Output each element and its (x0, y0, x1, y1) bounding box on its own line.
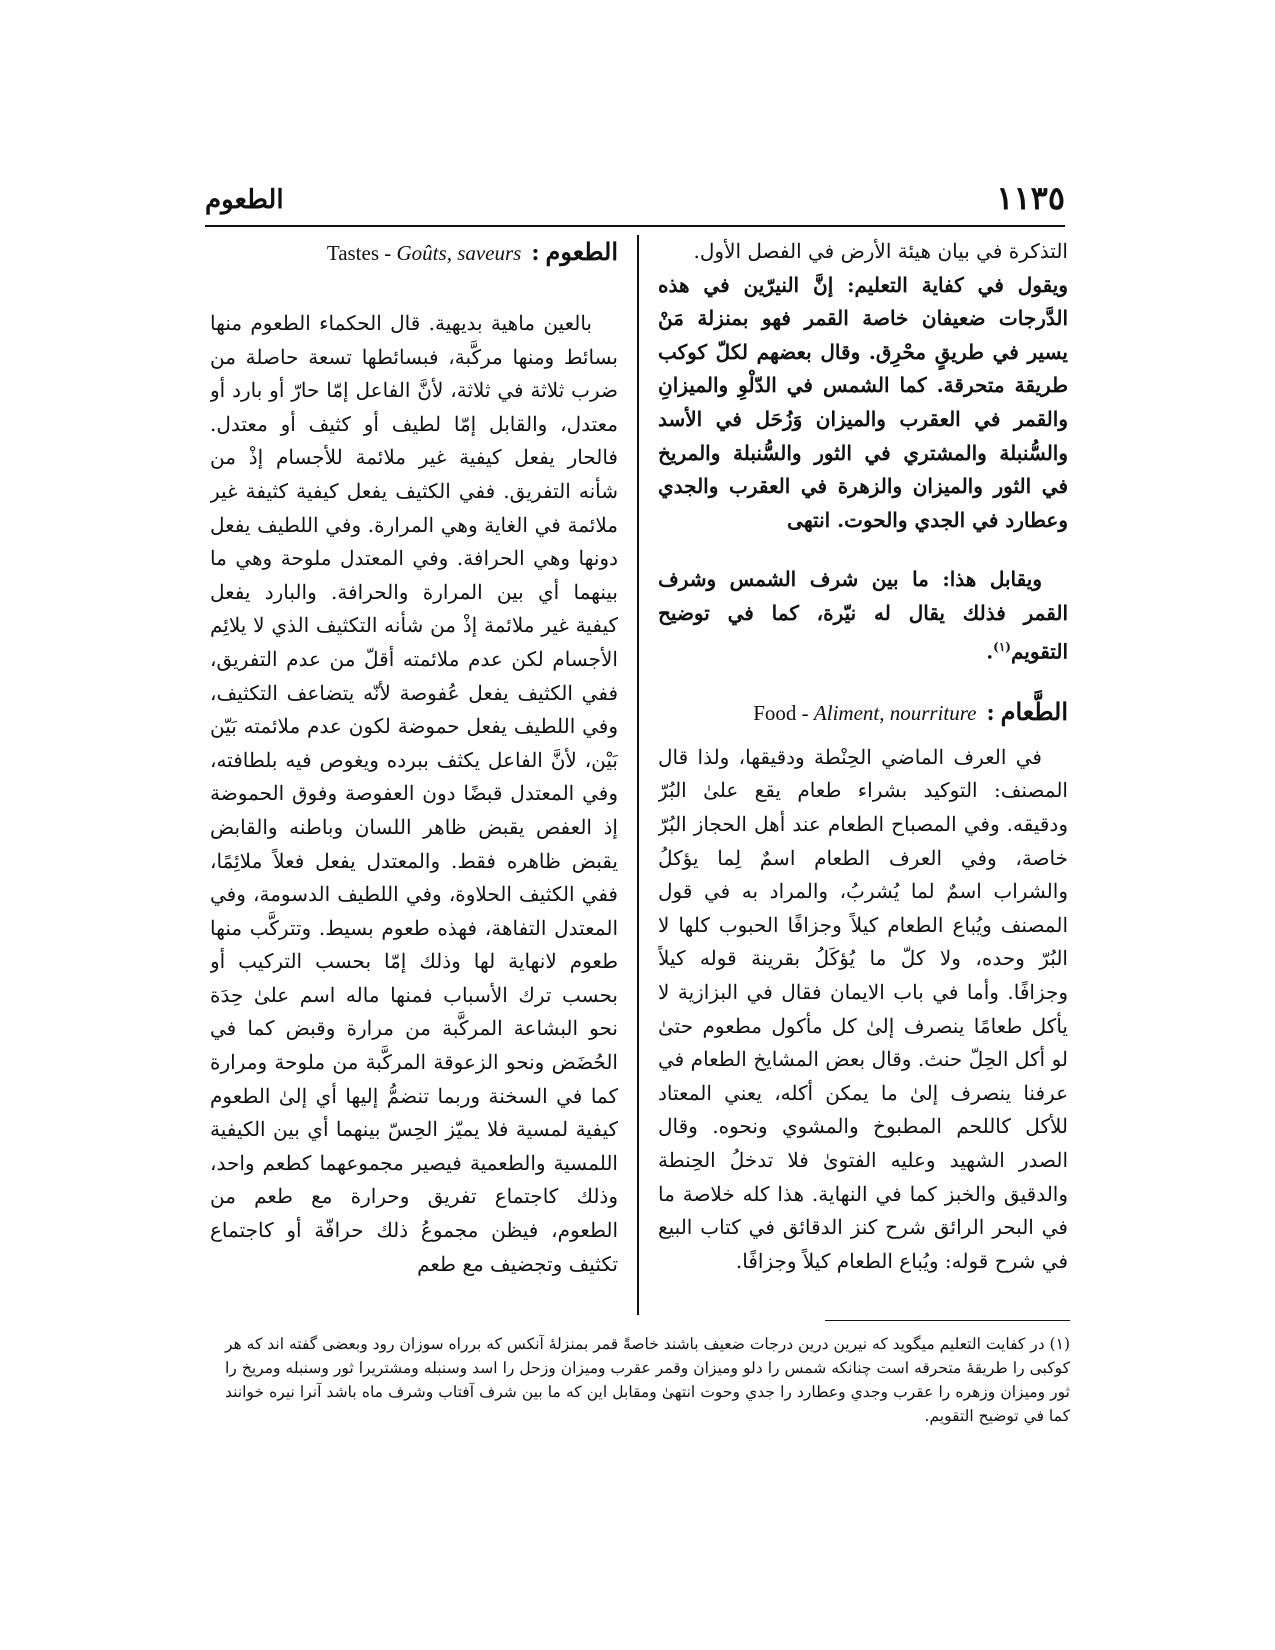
entry-colon: : (531, 240, 540, 266)
paragraph-continuation: التذكرة في بيان هيئة الأرض في الفصل الأول. (693, 239, 1068, 263)
footnote (225, 1332, 1070, 1428)
entry-heading-tastes (210, 235, 618, 275)
gloss-french: Aliment, nourriture (813, 700, 977, 725)
tawdih-end: . (986, 639, 994, 664)
footnote-reference: (١) (993, 639, 1011, 654)
gloss-french: Goûts, saveurs (396, 241, 522, 265)
paragraph-gap (210, 281, 618, 307)
paragraph-tawdih-quote (658, 563, 1068, 668)
entry-gloss (327, 236, 522, 270)
tawdih-text: ويقابل هذا: ما بين شرف الشمس وشرف القمر فذلك يقال له نيّرة، كما في توضيح التقويم (658, 567, 1068, 664)
right-column (658, 235, 1068, 1315)
footnote-text: در كفايت التعليم ميگويد كه نيرين درين درجات ضعيف باشند خاصةً قمر بمنزلهٔ آنكس كه برراه سوزان رود وبعضى گفته اند كه هر كوكبى را طريقهٔ متحرقه است چنانكه شمس را دلو وميزان وقمر عقرب وميزان وزحل را اسد وسنبله ومشتريرا ثور وسنبله ومريخ را ثور وميزان وزهره را عقرب وجدي وعطارد را جدي وحوت انتهىٰ ومقابل اين كه ما بين شرف آفتاب وشرف ماه باشد آنرا نيره خوانند كما في توضيح التقويم. (225, 1335, 1070, 1425)
paragraph-gap (658, 669, 1068, 695)
running-title: الطعوم (205, 185, 284, 215)
paragraph-gap (658, 537, 1068, 563)
left-column (210, 235, 618, 1315)
page-header (205, 175, 1065, 227)
column-divider (637, 235, 639, 1315)
paragraph-tastes-definition: بالعين ماهية بديهية. قال الحكماء الطعوم منها بسائط ومنها مركَّبة، فبسائطها تسعة حاصلة من ضرب ثلاثة في ثلاثة، لأنَّ الفاعل إمّا حارّ أو بارد أو معتدل، والقابل إمّا لطيف أو كثيف أو معتدل. فالحار يفعل كيفية غير ملائمة للأجسام إذْ من شأنه التفريق. ففي الكثيف يفعل كيفية كثيفة غير ملائمة في الغاية وهي المرارة. وفي اللطيف يفعل دونها وهي الحرافة. وفي المعتدل ملوحة وهي ما بينهما أي بين المرارة والحرافة. والبارد يفعل كيفية غير ملائمة إذْ من شأنه التكثيف الذي لا يلائِم الأجسام لكن عدم ملائمته أقلّ من عدم التفريق، ففي الكثيف يفعل عُفوصة لأنّه يتضاعف التكثيف، وفي اللطيف يفعل حموضة لكون عدم ملائمته بَيّن بَيْن، لأنَّ الفاعل يكثف ببرده ويغوص فيه بلطافته، وفي المعتدل قبضًا دون العفوصة وفوق الحموضة إذ العفص يقبض ظاهر اللسان وباطنه والقابض يقبض ظاهره فقط. والمعتدل يفعل فعلاً ملائِمًا، ففي الكثيف الحلاوة، وفي اللطيف الدسومة، وفي المعتدل التفاهة، فهذه طعوم بسيط. وتتركَّب منها طعوم لانهاية لها وذلك إمّا بحسب التركيب أو بحسب ترك الأسباب فمنها ماله اسم علىٰ حِدَة نحو البشاعة المركَّبة من مرارة وقبض كما في الحُضَض ونحو الزعوقة المركَّبة من ملوحة ومرارة كما في السخنة وربما تنضمُّ إليها أي إلىٰ الطعوم كيفية لمسية فلا يميّز الحِسّ بينهما أي بين الكيفية اللمسية والطعمية فيصير مجموعهما كطعم واحد، وذلك كاجتماع تفريق وحرارة مع طعم من الطعوم، فيظن مجموعُ ذلك حرافّة أو كاجتماع تكثيف وتجضيف مع طعم (210, 311, 618, 1276)
paragraph-kifayat-quote: ويقول في كفاية التعليم: إنَّ النيرّين في هذه الدَّرجات ضعيفان خاصة القمر فهو بمنزلة مَنْ يسير في طريقٍ محْرِق. وقال بعضهم لكلّ كوكب طريقة متحرقة. كما الشمس في الدّلْوِ والميزانِ والقمر في العقرب والميزان وَزُحَل في الأسد والسُّنبلة والمشتري في الثور والسُّنبلة والمريخ في الثور والميزان والزهرة في العقرب والجدي وعطارد في الجدي والحوت. انتهى (658, 272, 1068, 532)
gloss-english: Tastes - (326, 241, 397, 265)
footnote-marker: (١) (1049, 1335, 1070, 1353)
footnote-separator (825, 1320, 1070, 1321)
entry-heading-food (658, 695, 1068, 735)
entry-colon: : (986, 699, 995, 726)
entry-term: الطعوم (545, 237, 618, 266)
entry-term: الطَّعام (1000, 696, 1068, 726)
paragraph-food-definition: في العرف الماضي الحِنْطة ودقيقها، ولذا قال المصنف: التوكيد بشراء طعام يقع علىٰ البُرّ ودقيقه. وفي المصباح الطعام عند أهل الحجاز البُرّ خاصة، وفي العرف الطعام اسمٌ لِما يؤكلُ والشراب اسمٌ لما يُشربُ، والمراد به في قول المصنف ويُباع الطعام كيلاً وجزافًا الحبوب كلها لا البُرّ وحده، ولا كلّ ما يُؤكَلُ بقرينة قوله كيلاً وجزافًا. وأما في باب الايمان فقال في البزازية لا يأكل طعامًا ينصرف إلىٰ كل مأكول مطعوم حتىٰ لو أكل الحِلّ حنث. وقال بعض المشايخ الطعام في عرفنا ينصرف إلىٰ ما يمكن أكله، يعني المعتاد للأكل كاللحم المطبوخ والمشوي ونحوه. وقال الصدر الشهيد وعليه الفتوىٰ فلا تدخلُ الحِنطة والدقيق والخبز كما في النهاية. هذا كله خلاصة ما في البحر الرائق شرح كنز الدقائق في كتاب البيع في شرح قوله: ويُباع الطعام كيلاً وجزافًا. (658, 744, 1068, 1273)
gloss-english: Food - (753, 700, 814, 725)
page-number: ١١٣٥ (996, 179, 1065, 217)
entry-gloss (753, 696, 976, 730)
